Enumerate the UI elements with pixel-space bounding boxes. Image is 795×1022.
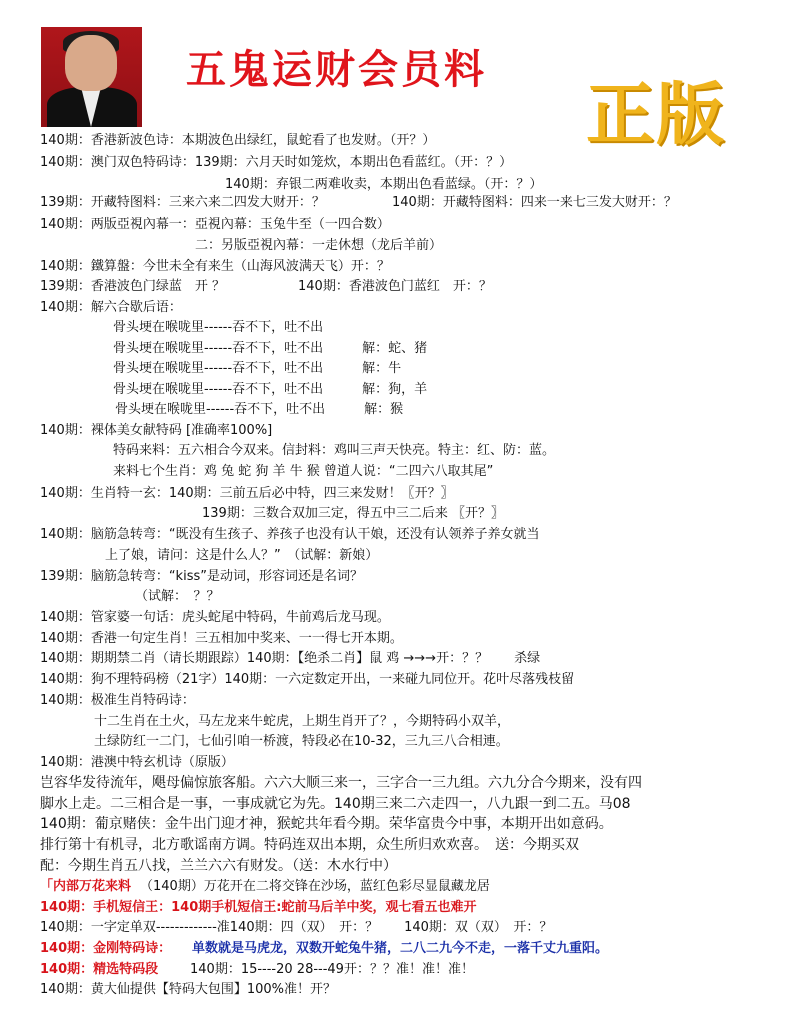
line-brain-teaser-139: 139期：脑筋急转弯：“kiss”是动词，形容词还是名词？	[40, 569, 363, 584]
line-internal-flowers-label: 「内部万花来料	[40, 879, 132, 894]
line-lisboa-gambler-1: 140期：葡京赌侠：金牛出门迎才神，猴蛇共年看今期。荣华富贵今中事，本期开出如意码。	[40, 816, 613, 832]
line-zodiac-poem-1: 十二生肖在土火，马左龙来牛蛇虎，上期生肖开了？，今期特码小双羊，	[94, 714, 511, 729]
line-hk-wave-139: 139期：香港波色门绿蓝 开 ？	[40, 279, 225, 294]
line-accurate-zodiac-poem: 140期：极准生肖特码诗：	[40, 693, 195, 708]
line-internal-flowers: （140期）万花开在二将交锋在沙场，蓝红色彩尽显鼠藏龙居	[140, 879, 490, 894]
line-riddle-3: 骨头埂在喉咙里------吞不下，吐不出 解：牛	[113, 361, 402, 376]
line-zodiac-poem-2: 土绿防红一二门，七仙引咱一桥渡，特段必在10-32，三九三八合相連。	[94, 734, 509, 749]
line-riddle-heading: 140期：解六合歇后语：	[40, 300, 182, 315]
line-selected-range-label: 140期：精选特码段	[40, 962, 159, 977]
portrait-photo	[41, 27, 142, 127]
line-hidden-chart-140: 140期：开藏特图料：四来一来七三发大财开：？	[392, 195, 677, 210]
line-gou-bu-li: 140期：狗不理特码榜（21字）140期：一六定数定开出，一来碰九同位开。花叶尽落残枝留	[40, 672, 575, 687]
line-brain-teaser-139-answer: （试解： ？？	[135, 589, 220, 604]
line-special-source: 特码来料：五六相合今双来。信封料：鸡叫三声天快亮。特主：红、防：蓝。	[113, 443, 556, 458]
line-riddle-2: 骨头埂在喉咙里------吞不下，吐不出 解：蛇、猪	[113, 341, 428, 356]
line-seven-zodiacs: 来料七个生肖：鸡 兔 蛇 狗 羊 牛 猴 曾道人说：“二四六八取其尾”	[113, 464, 494, 479]
line-diamond-poem-label: 140期：金刚特码诗：	[40, 941, 172, 956]
line-ban-two-zodiacs: 140期：期期禁二肖（请长期跟踪）140期：【绝杀二肖】鼠 鸡 →→→开：？？ 杀绿	[40, 651, 541, 666]
line-macau-color-poem: 140期：澳门双色特码诗：139期：六月天时如笼炊，本期出色看蓝红。（开：？）	[40, 155, 513, 170]
line-hidden-chart-139: 139期：开藏特图料：三来六来二四发大财开：？	[40, 195, 325, 210]
line-brain-teaser-140-cont: 上了娘，请问：这是什么人？” （试解：新娘）	[105, 548, 379, 563]
line-sms-king: 140期：手机短信王：140期手机短信王:蛇前马后羊中奖，观七看五也难开	[40, 900, 477, 915]
line-atv-inside-2: 二：另版亞視內幕：一走休想（龙后羊前）	[195, 238, 443, 253]
line-hk-one-sentence: 140期：香港一句定生肖！三五相加中奖来、一一得七开本期。	[40, 631, 403, 646]
line-zodiac-mystery-139: 139期：三数合双加三定，得五中三二后来 〖开？〗	[202, 506, 504, 521]
line-wong-tai-sin: 140期：黄大仙提供【特码大包围】100%准！开？	[40, 982, 336, 997]
line-hk-macau-poem-heading: 140期：港澳中特玄机诗（原版）	[40, 755, 234, 770]
line-hk-macau-poem-2: 脚水上走。二三相合是一事，一事成就它为先。140期三来二六走四一，八九跟一到二五。马08	[40, 796, 631, 812]
line-nude-beauty: 140期：裸体美女献特码 [准确率100%]	[40, 423, 273, 438]
line-atv-inside-1: 140期：两版亞視內幕一：亞視內幕：玉兔牛至（一四合数）	[40, 217, 390, 232]
line-macau-color-poem-140: 140期：弃银二两难收卖，本期出色看蓝绿。（开：？）	[225, 177, 543, 192]
line-hk-macau-poem-1: 岂容华发待流年，飓母偏惊旅客船。六六大顺三来一，三字合一三九组。六九分合今期来，没有四	[40, 775, 642, 791]
line-odd-even: 140期：一字定单双-------------准140期：四（双） 开：？ 140期：双（双） 开：？	[40, 920, 553, 935]
line-lisboa-gambler-3: 配：今期生肖五八找，兰兰六六有财发。（送：木水行中）	[40, 858, 397, 874]
line-brain-teaser-140: 140期：脑筋急转弯：“既没有生孩子、养孩子也没有认干娘，还没有认领养子养女就当	[40, 527, 540, 542]
line-hk-color-poem: 140期：香港新波色诗：本期波色出绿红，鼠蛇看了也发财。（开？）	[40, 133, 436, 148]
page-title: 五鬼运财会员料	[186, 47, 487, 93]
line-selected-range: 140期：15----20 28---49开：？？准！准！准！	[190, 962, 474, 977]
line-lisboa-gambler-2: 排行第十有机寻，北方歌谣南方调。特码连双出本期，众生所归欢欢喜。 送：今期买双	[40, 837, 579, 853]
line-diamond-poem: 单数就是马虎龙，双数开蛇兔牛猪，二八二九今不走，一落千丈九重阳。	[192, 941, 609, 956]
line-riddle-5: 骨头埂在喉咙里------吞不下，吐不出 解：猴	[115, 402, 404, 417]
line-abacus: 140期：鐵算盤：今世未全有来生（山海风波满天飞）开：？	[40, 259, 390, 274]
line-riddle-4: 骨头埂在喉咙里------吞不下，吐不出 解：狗，羊	[113, 382, 428, 397]
authentic-stamp: 正版	[586, 76, 727, 155]
line-zodiac-mystery-140: 140期：生肖特一玄：140期：三前五后必中特，四三来发财！〖开？〗	[40, 486, 454, 501]
line-riddle-1: 骨头埂在喉咙里------吞不下，吐不出	[113, 320, 324, 335]
line-housekeeper: 140期：管家婆一句话：虎头蛇尾中特码，牛前鸡后龙马现。	[40, 610, 390, 625]
line-hk-wave-140: 140期：香港波色门蓝红 开：？	[298, 279, 492, 294]
